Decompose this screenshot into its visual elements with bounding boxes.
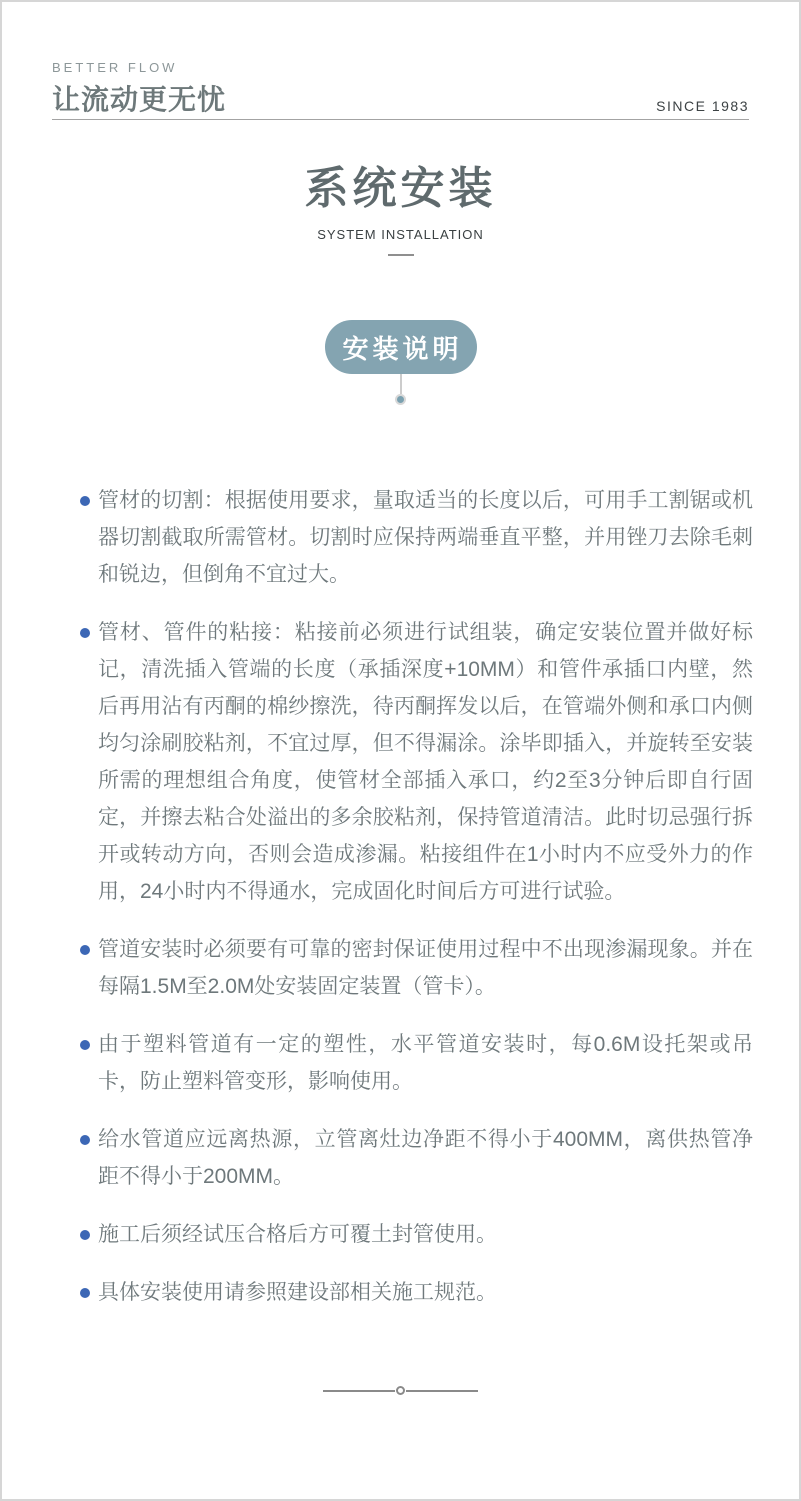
- page-title: 系统安装: [304, 164, 497, 213]
- page-subtitle: SYSTEM INSTALLATION: [317, 227, 484, 242]
- list-item: [80, 1216, 753, 1253]
- brand-logo: [52, 60, 226, 118]
- instruction-text: 管材、管件的粘接：粘接前必须进行试组装，确定安装位置并做好标记，清洗插入管端的长度（承插深度+10MM）和管件承插口内壁，然后再用沾有丙酮的棉纱擦洗，待丙酮挥发以后，在管端外侧和承口内侧均匀涂刷胶粘剂，不宜过厚，但不得漏涂。涂毕即插入，并旋转至安装所需的理想组合角度，使管材全部插入承口，约2至3分钟后即自行固定，并擦去粘合处溢出的多余胶粘剂，保持管道清洁。此时切忌强行拆开或转动方向，否则会造成渗漏。粘接组件在1小时内不应受外力的作用，24小时内不得通水，完成固化时间后方可进行试验。: [98, 621, 753, 903]
- list-item: [80, 1121, 753, 1195]
- bullet-dot-icon: [80, 945, 90, 955]
- brand-tagline-en: BETTER FLOW: [52, 60, 178, 75]
- list-item: [80, 931, 753, 1005]
- list-item: [80, 1026, 753, 1100]
- badge-connector-dot: [395, 394, 406, 405]
- instruction-text: 由于塑料管道有一定的塑性，水平管道安装时，每0.6M设托架或吊卡，防止塑料管变形，影响使用。: [98, 1033, 753, 1093]
- header-divider: [52, 119, 749, 120]
- bullet-dot-icon: [80, 1230, 90, 1240]
- instruction-text: 给水管道应远离热源，立管离灶边净距不得小于400MM，离供热管净距不得小于200MM。: [98, 1128, 753, 1188]
- ornament-line-right: [406, 1390, 478, 1392]
- bullet-dot-icon: [80, 496, 90, 506]
- page-header: [52, 60, 749, 118]
- list-item: [80, 1274, 753, 1311]
- list-item: [80, 614, 753, 910]
- title-section: [2, 152, 799, 256]
- bullet-dot-icon: [80, 1288, 90, 1298]
- list-item: [80, 482, 753, 593]
- instruction-list: [80, 482, 753, 1332]
- installation-notes-badge: 安装说明: [325, 320, 477, 374]
- bullet-dot-icon: [80, 628, 90, 638]
- brand-logo-text: 让流动更无忧: [52, 84, 227, 115]
- ornament-circle-icon: [396, 1386, 405, 1395]
- instruction-text: 管材的切割：根据使用要求，量取适当的长度以后，可用手工割锯或机器切割截取所需管材。切割时应保持两端垂直平整，并用锉刀去除毛刺和锐边，但倒角不宜过大。: [98, 489, 753, 586]
- instruction-text: 具体安装使用请参照建设部相关施工规范。: [98, 1281, 497, 1304]
- title-dash-divider: [388, 254, 414, 256]
- bullet-dot-icon: [80, 1135, 90, 1145]
- since-label: SINCE 1983: [656, 98, 749, 114]
- ornament-line-left: [323, 1390, 395, 1392]
- badge-connector-line: [400, 374, 402, 394]
- footer-ornament: [2, 1386, 799, 1395]
- badge-section: [2, 320, 799, 405]
- instruction-text: 施工后须经试压合格后方可覆土封管使用。: [98, 1223, 497, 1246]
- instruction-text: 管道安装时必须要有可靠的密封保证使用过程中不出现渗漏现象。并在每隔1.5M至2.0M处安装固定装置（管卡）。: [98, 938, 753, 998]
- bullet-dot-icon: [80, 1040, 90, 1050]
